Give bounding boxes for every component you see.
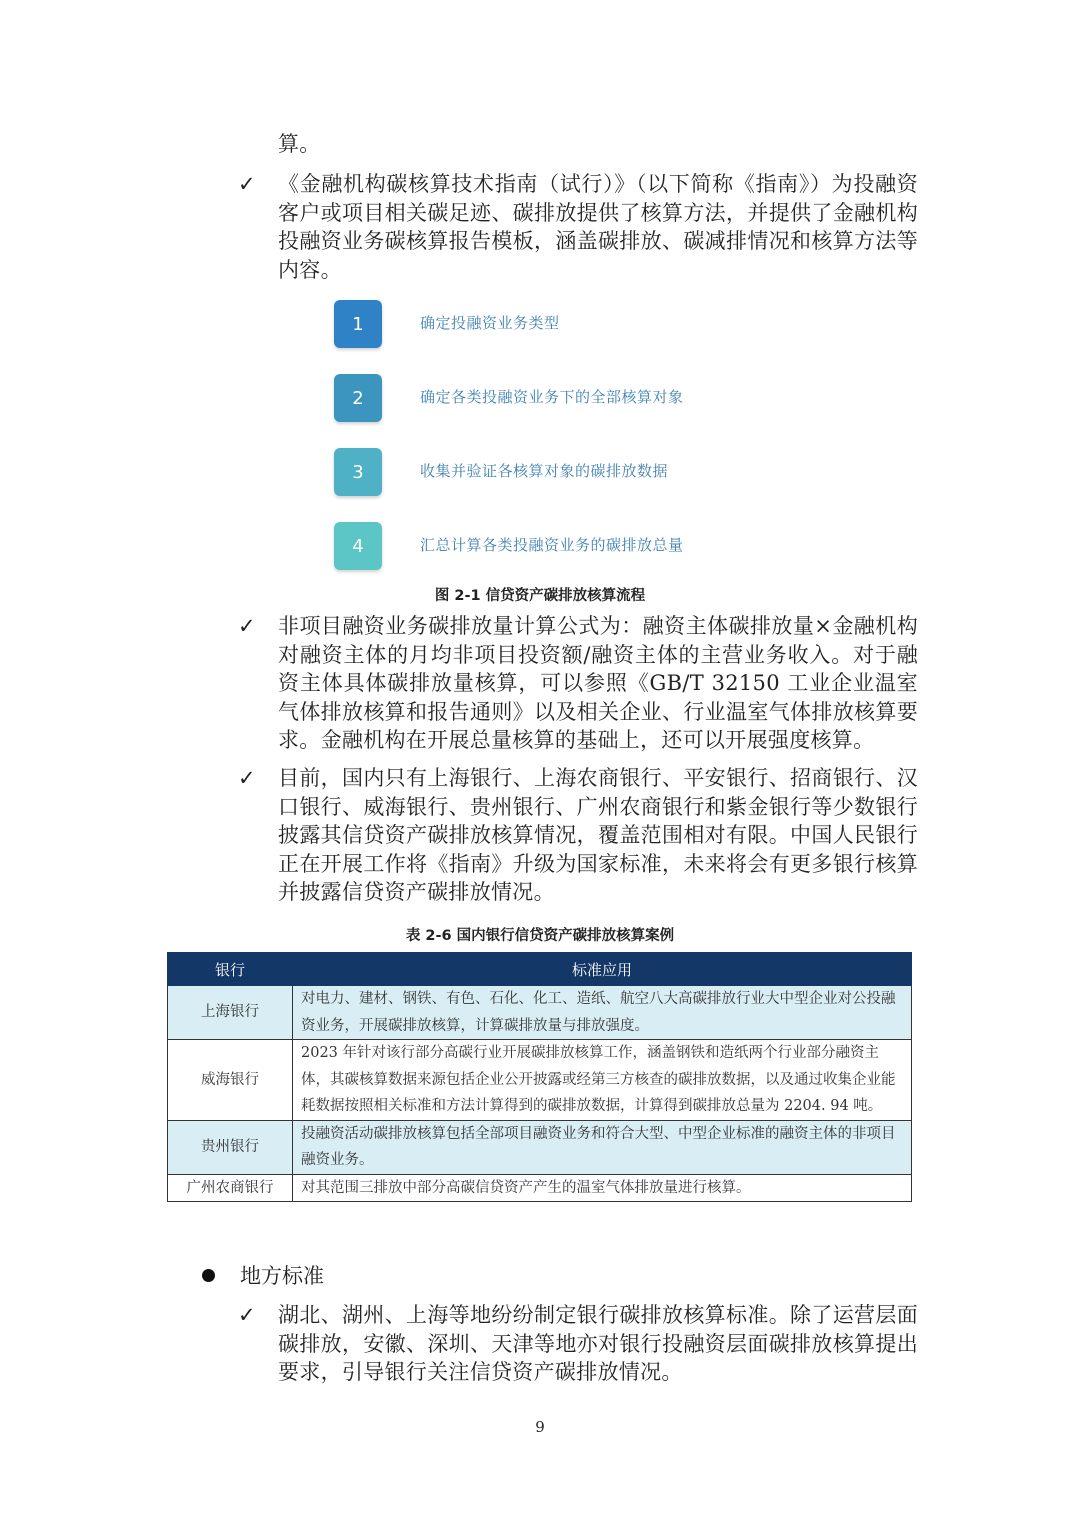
bank-name-cell: 上海银行 <box>168 986 293 1040</box>
step-number-badge: 1 <box>334 300 382 348</box>
bank-name-cell: 贵州银行 <box>168 1120 293 1174</box>
page-number: 9 <box>535 1418 545 1436</box>
step-label: 确定各类投融资业务下的全部核算对象 <box>420 388 684 406</box>
column-header: 标准应用 <box>293 953 912 986</box>
bank-case-table <box>167 952 912 1202</box>
step-number-badge: 3 <box>334 448 382 496</box>
bank-name-cell: 威海银行 <box>168 1040 293 1121</box>
checkmark-icon: ✓ <box>238 1303 256 1327</box>
checkmark-icon: ✓ <box>238 766 256 790</box>
table-caption: 表 2-6 国内银行信贷资产碳排放核算案例 <box>405 928 675 944</box>
table-row <box>168 986 912 1040</box>
paragraph-disclosure: 目前，国内只有上海银行、上海农商银行、平安银行、招商银行、汉口银行、威海银行、贵州银行、广州农商银行和紫金银行等少数银行披露其信贷资产碳排放核算情况，覆盖范围相对有限。中国人民银行正在开展工作将《指南》升级为国家标准，未来将会有更多银行核算并披露信贷资产碳排放情况。 <box>278 766 918 904</box>
column-header: 银行 <box>168 953 293 986</box>
standard-cell: 2023 年针对该行部分高碳行业开展碳排放核算工作，涵盖钢铁和造纸两个行业部分融资主体，其碳核算数据来源包括企业公开披露或经第三方核查的碳排放数据，以及通过收集企业能耗数据按照相关标准和方法计算得到的碳排放数据，计算得到碳排放总量为 2204. 94 吨。 <box>293 1040 912 1121</box>
paragraph-local-standards: 湖北、湖州、上海等地纷纷制定银行碳排放核算标准。除了运营层面碳排放，安徽、深圳、天津等地亦对银行投融资层面碳排放核算提出要求，引导银行关注信贷资产碳排放情况。 <box>278 1303 918 1384</box>
standard-cell: 对电力、建材、钢铁、有色、石化、化工、造纸、航空八大高碳排放行业大中型企业对公投融资业务，开展碳排放核算，计算碳排放量与排放强度。 <box>293 986 912 1040</box>
standard-cell: 投融资活动碳排放核算包括全部项目融资业务和符合大型、中型企业标准的融资主体的非项目融资业务。 <box>293 1120 912 1174</box>
paragraph-fragment: 算。 <box>278 132 321 156</box>
table-row <box>168 1040 912 1121</box>
step-label: 汇总计算各类投融资业务的碳排放总量 <box>420 536 684 554</box>
flow-step <box>334 522 934 570</box>
table-row <box>168 1120 912 1174</box>
table-row <box>168 1174 912 1202</box>
step-number-badge: 2 <box>334 374 382 422</box>
checkmark-icon: ✓ <box>238 172 256 196</box>
bullet-icon <box>202 1269 215 1282</box>
paragraph-formula: 非项目融资业务碳排放量计算公式为：融资主体碳排放量×金融机构对融资主体的月均非项目投资额/融资主体的主营业务收入。对于融资主体具体碳排放量核算，可以参照《GB/T 32150 工业企业温室气体排放核算和报告通则》以及相关企业、行业温室气体排放核算要求。金融机构在开展总量核算的基础上，还可以开展强度核算。 <box>278 614 918 752</box>
section-title: 地方标准 <box>240 1264 324 1288</box>
bank-name-cell: 广州农商银行 <box>168 1174 293 1202</box>
figure-caption: 图 2-1 信贷资产碳排放核算流程 <box>434 588 646 604</box>
paragraph-guide: 《金融机构碳核算技术指南（试行）》（以下简称《指南》）为投融资客户或项目相关碳足迹、碳排放提供了核算方法，并提供了金融机构投融资业务碳核算报告模板，涵盖碳排放、碳减排情况和核算方法等内容。 <box>278 172 918 282</box>
standard-cell: 对其范围三排放中部分高碳信贷资产产生的温室气体排放量进行核算。 <box>293 1174 912 1202</box>
flow-step <box>334 300 934 348</box>
step-number-badge: 4 <box>334 522 382 570</box>
step-label: 确定投融资业务类型 <box>420 314 560 332</box>
flow-step <box>334 374 934 422</box>
flow-step <box>334 448 934 496</box>
step-label: 收集并验证各核算对象的碳排放数据 <box>420 462 669 480</box>
checkmark-icon: ✓ <box>238 614 256 638</box>
